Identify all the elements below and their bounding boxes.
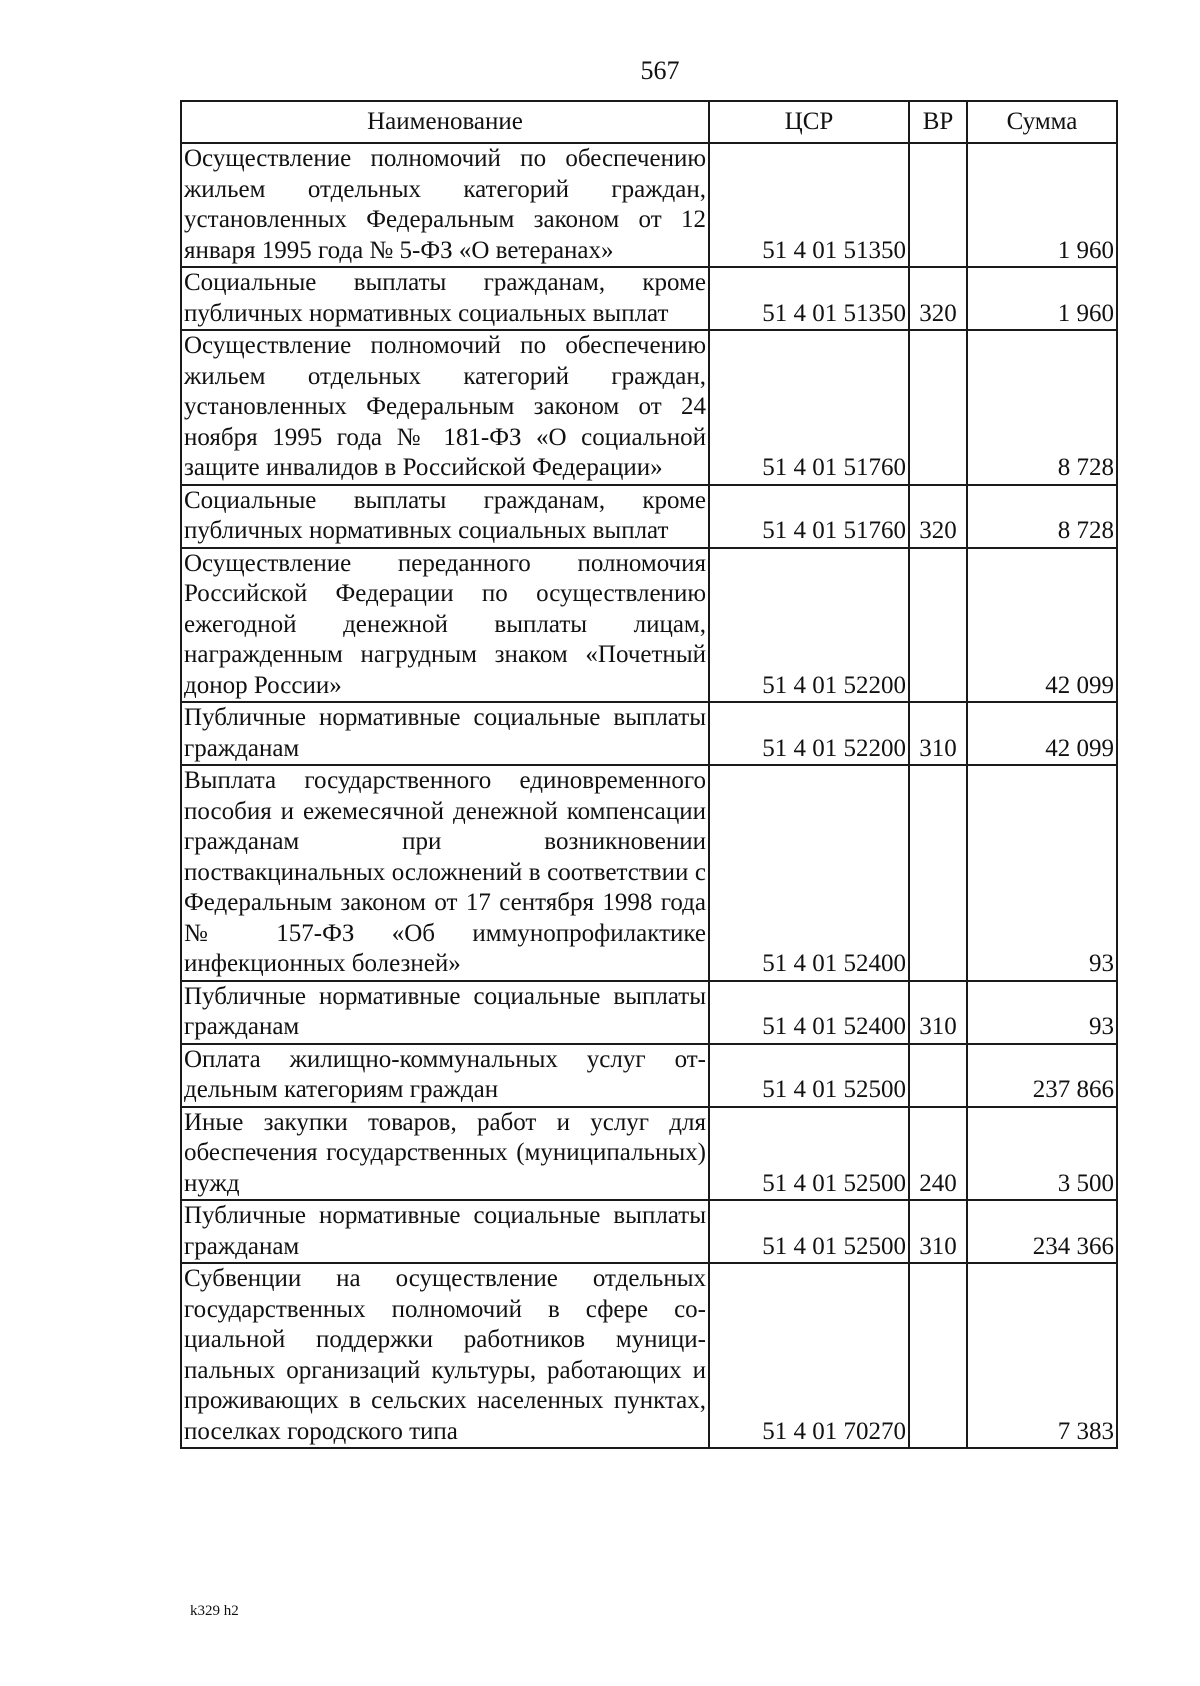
header-row — [181, 101, 1117, 143]
row-csr: 51 4 01 52500 — [709, 1107, 909, 1201]
row-name: Осуществление полномочий по обеспечению жильем отдельных категорий граждан, установленных Федеральным законом от 12 января 1995 года № 5-ФЗ «О ветеранах» — [181, 143, 709, 267]
table-row — [181, 1263, 1117, 1448]
row-csr: 51 4 01 52200 — [709, 702, 909, 765]
row-sum: 42 099 — [967, 702, 1117, 765]
row-csr: 51 4 01 52400 — [709, 981, 909, 1044]
row-csr: 51 4 01 52500 — [709, 1200, 909, 1263]
row-vr — [909, 330, 967, 485]
row-sum: 93 — [967, 981, 1117, 1044]
row-name: Публичные нормативные социальные выплаты гражданам — [181, 981, 709, 1044]
row-vr — [909, 765, 967, 981]
row-sum: 1 960 — [967, 267, 1117, 330]
row-csr: 51 4 01 70270 — [709, 1263, 909, 1448]
row-sum: 1 960 — [967, 143, 1117, 267]
page-number: 567 — [640, 56, 680, 85]
row-vr: 310 — [909, 1200, 967, 1263]
row-csr: 51 4 01 51760 — [709, 485, 909, 548]
row-csr: 51 4 01 51350 — [709, 267, 909, 330]
row-vr — [909, 143, 967, 267]
row-sum: 7 383 — [967, 1263, 1117, 1448]
table-row — [181, 981, 1117, 1044]
row-vr: 310 — [909, 702, 967, 765]
row-csr: 51 4 01 52400 — [709, 765, 909, 981]
row-name: Социальные выплаты гражданам, кроме публичных нормативных социальных выплат — [181, 267, 709, 330]
table-row — [181, 1200, 1117, 1263]
table-row — [181, 143, 1117, 267]
row-name: Субвенции на осуществление отдельных государственных полномочий в сфере социальной поддержки работников муниципальных организаций культуры, работающих и проживающих в сельских населенных пунктах, поселках городского типа — [181, 1263, 709, 1448]
row-csr: 51 4 01 51350 — [709, 143, 909, 267]
row-vr — [909, 1263, 967, 1448]
row-vr: 320 — [909, 485, 967, 548]
table-row — [181, 267, 1117, 330]
table-row — [181, 1107, 1117, 1201]
row-name: Публичные нормативные социальные выплаты гражданам — [181, 702, 709, 765]
row-name: Иные закупки товаров, работ и услуг для обеспечения государственных (муниципальных) нужд — [181, 1107, 709, 1201]
footer-code: k329 h2 — [190, 1603, 239, 1619]
row-vr: 310 — [909, 981, 967, 1044]
row-vr: 320 — [909, 267, 967, 330]
row-sum: 42 099 — [967, 548, 1117, 703]
header-csr: ЦСР — [709, 101, 909, 143]
row-vr: 240 — [909, 1107, 967, 1201]
budget-table — [180, 100, 1118, 1449]
row-sum: 8 728 — [967, 485, 1117, 548]
table-row — [181, 330, 1117, 485]
row-sum: 8 728 — [967, 330, 1117, 485]
header-name: Наименование — [181, 101, 709, 143]
row-csr: 51 4 01 52500 — [709, 1044, 909, 1107]
row-name: Осуществление переданного полномочия Российской Федерации по осуществлению ежегодной денежной выплаты лицам, награжденным нагрудным знаком «Почетный донор России» — [181, 548, 709, 703]
table-row — [181, 765, 1117, 981]
header-sum: Сумма — [967, 101, 1117, 143]
row-vr — [909, 548, 967, 703]
row-name: Публичные нормативные социальные выплаты гражданам — [181, 1200, 709, 1263]
row-name: Социальные выплаты гражданам, кроме публичных нормативных социальных выплат — [181, 485, 709, 548]
row-vr — [909, 1044, 967, 1107]
row-sum: 237 866 — [967, 1044, 1117, 1107]
table-row — [181, 1044, 1117, 1107]
row-sum: 3 500 — [967, 1107, 1117, 1201]
table-row — [181, 702, 1117, 765]
row-sum: 93 — [967, 765, 1117, 981]
row-name: Выплата государственного единовременного пособия и ежемесячной денежной компенсации гражданам при возникновении поствакцинальных осложнений в соответствии с Федеральным законом от 17 сентября 1998 года № 157-ФЗ «Об иммунопрофилактике инфекционных болезней» — [181, 765, 709, 981]
row-name: Осуществление полномочий по обеспечению жильем отдельных категорий граждан, установленных Федеральным законом от 24 ноября 1995 года № 181-ФЗ «О социальной защите инвалидов в Российской Федерации» — [181, 330, 709, 485]
table-row — [181, 485, 1117, 548]
table-row — [181, 548, 1117, 703]
row-sum: 234 366 — [967, 1200, 1117, 1263]
row-csr: 51 4 01 52200 — [709, 548, 909, 703]
table-body — [181, 143, 1117, 1448]
table-header — [181, 101, 1117, 143]
header-vr: ВР — [909, 101, 967, 143]
row-csr: 51 4 01 51760 — [709, 330, 909, 485]
row-name: Оплата жилищно-коммунальных услуг отдельным категориям граждан — [181, 1044, 709, 1107]
